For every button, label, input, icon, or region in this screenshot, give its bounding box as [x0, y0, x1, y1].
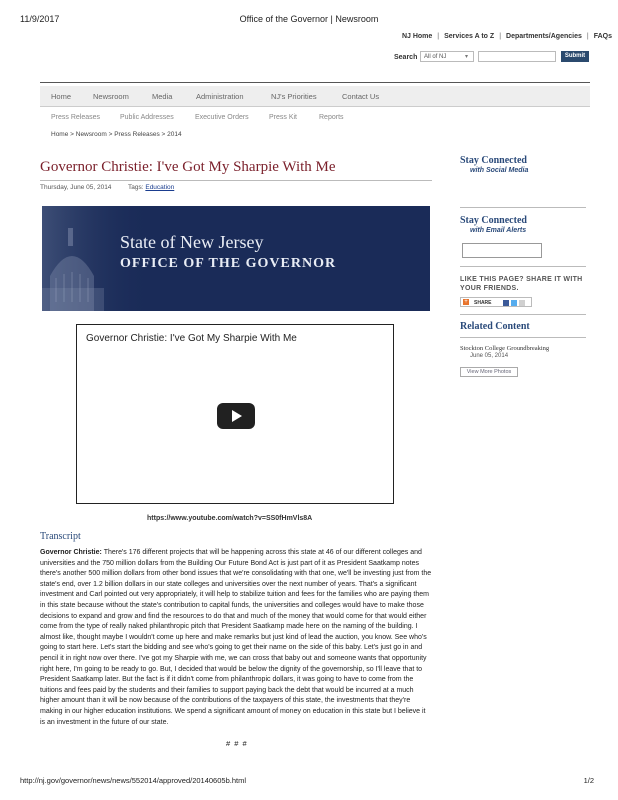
play-button[interactable] — [217, 403, 255, 429]
sidebar-divider — [460, 314, 586, 315]
search-scope-select[interactable] — [420, 51, 474, 62]
email-icon[interactable] — [519, 300, 525, 306]
print-title: Office of the Governor | Newsroom — [239, 14, 379, 24]
subnav-reports[interactable]: Reports — [319, 114, 344, 121]
related-item-date: June 05, 2014 — [470, 353, 509, 359]
nav-administration[interactable]: Administration — [196, 92, 244, 101]
subnav-press-releases[interactable]: Press Releases — [51, 114, 101, 121]
video-embed[interactable] — [76, 324, 394, 504]
facebook-icon[interactable] — [503, 300, 509, 306]
search-scope-value: All of NJ — [424, 54, 447, 60]
related-content-title: Related Content — [460, 321, 530, 332]
departments-link[interactable]: Departments/Agencies — [506, 33, 582, 40]
faqs-link[interactable]: FAQs — [593, 33, 612, 40]
print-url: http://nj.gov/governor/news/news/552014/approved/20140605b.html — [20, 776, 246, 785]
title-divider — [40, 180, 432, 181]
transcript-text: There's 176 different projects that will be happening across this state at 46 of our different colleges and universities and the 750 million dollars from the Building Our Future Bond Act is just part of it as President Saatkamp notes there's another 500 million dollars from other bond issues that we're consolidating with that one, we'll be investing just from the state's end, over 1.2 billion dollars in our state colleges and universities over the next number of years. That's a significant investment and Carl pointed out very appropriately, it will help to stabilize tuition and fees for the families who are paying them in this state because without the state's contribution to capital funds, the universities and colleges would have to make those decisions to expand and grow and find the resources to do that and much of the money that would come for that would either come from the type of really naked philanthropic pitch that President Saatkamp made here on the naming of the building. I almost like, thought maybe I wouldn't come up here and make remarks but just kind of lead the auction, you know. See who's going to start here. Let's start the bidding and see who's going to get their name on the side of this baby. Let's just go in and pencil it in right now over there. I've got my Sharpie with me, we can cross that baby out and someone wants that opportunity right here, I'm going to be ready to go. But, I decided that would be below the dignity of the governorship, so I'll leave that to President Saatkamp later. But the fact is if it didn't come from philanthropic dollars, it was going to have to come from the tuitions and fees paid by the students and their families to support paying back the debt that would be incurred at a much higher amount than it will be now because of the contributions of the taxpayers of this state, the investments that they're making in our higher education institutions. We spend a significant amount of money on education in this state but I believe it is an investment in the future of our state. — [40, 549, 432, 726]
share-prompt: LIKE THIS PAGE? SHARE IT WITH YOUR FRIENDS. — [460, 276, 583, 292]
chevron-down-icon: ▾ — [464, 54, 468, 60]
print-date: 11/9/2017 — [20, 14, 60, 24]
transcript-heading: Transcript — [40, 531, 81, 542]
subnav-public-addresses[interactable]: Public Addresses — [120, 114, 174, 121]
stay-connected-social-subtitle[interactable]: with Social Media — [470, 167, 529, 174]
view-more-photos-button[interactable]: View More Photos — [460, 367, 518, 377]
subnav-press-kit[interactable]: Press Kit — [269, 114, 298, 121]
print-footer — [20, 776, 594, 785]
end-mark: # # # — [226, 739, 248, 748]
related-item-link[interactable]: Stockton College Groundbreaking — [460, 345, 550, 352]
sub-nav — [40, 114, 590, 124]
article-meta — [40, 184, 175, 191]
nav-contact[interactable]: Contact Us — [342, 92, 380, 101]
banner-state-text: State of New Jersey — [120, 232, 264, 252]
nav-home[interactable]: Home — [51, 92, 72, 101]
tag-education-link[interactable]: Education — [145, 184, 175, 191]
transcript-speaker: Governor Christie: — [40, 549, 102, 556]
main-nav — [40, 86, 590, 107]
nj-home-link[interactable]: NJ Home — [401, 33, 433, 40]
banner-office-text: OFFICE OF THE GOVERNOR — [120, 256, 337, 271]
governor-banner — [42, 206, 430, 311]
nav-newsroom[interactable]: Newsroom — [93, 92, 129, 101]
video-title: Governor Christie: I've Got My Sharpie With Me — [86, 333, 297, 344]
subnav-executive-orders[interactable]: Executive Orders — [195, 114, 249, 121]
video-url[interactable]: https://www.youtube.com/watch?v=SS0fHmVls8A — [147, 515, 313, 522]
page-number: 1/2 — [583, 776, 594, 785]
tags-label: Tags: — [128, 184, 144, 191]
share-button[interactable] — [460, 297, 532, 307]
search-input[interactable] — [478, 51, 556, 62]
transcript-body — [40, 548, 432, 728]
email-signup-input[interactable] — [462, 243, 542, 258]
nav-priorities[interactable]: NJ's Priorities — [271, 92, 317, 101]
sidebar-divider — [460, 207, 586, 208]
services-link[interactable]: Services A to Z — [444, 33, 495, 40]
twitter-icon[interactable] — [511, 300, 517, 306]
nav-media[interactable]: Media — [152, 92, 173, 101]
stay-connected-social-title: Stay Connected — [460, 155, 527, 166]
stay-connected-email-title: Stay Connected — [460, 215, 527, 226]
submit-button[interactable]: Submit — [561, 51, 589, 62]
share-label: SHARE — [474, 299, 492, 306]
sidebar-divider — [460, 266, 586, 267]
article-date: Thursday, June 05, 2014 — [40, 184, 112, 191]
plus-icon: + — [464, 299, 468, 305]
breadcrumb[interactable]: Home > Newsroom > Press Releases > 2014 — [51, 131, 182, 138]
utility-nav: NJ Home | Services A to Z | Departments/Agencies | FAQs — [401, 33, 612, 40]
sidebar-divider — [460, 337, 586, 338]
stay-connected-email-subtitle: with Email Alerts — [470, 227, 527, 234]
page-title: Governor Christie: I've Got My Sharpie With Me — [40, 159, 336, 175]
search-label: Search — [394, 54, 418, 61]
play-icon — [232, 410, 242, 422]
header-divider — [40, 82, 590, 83]
